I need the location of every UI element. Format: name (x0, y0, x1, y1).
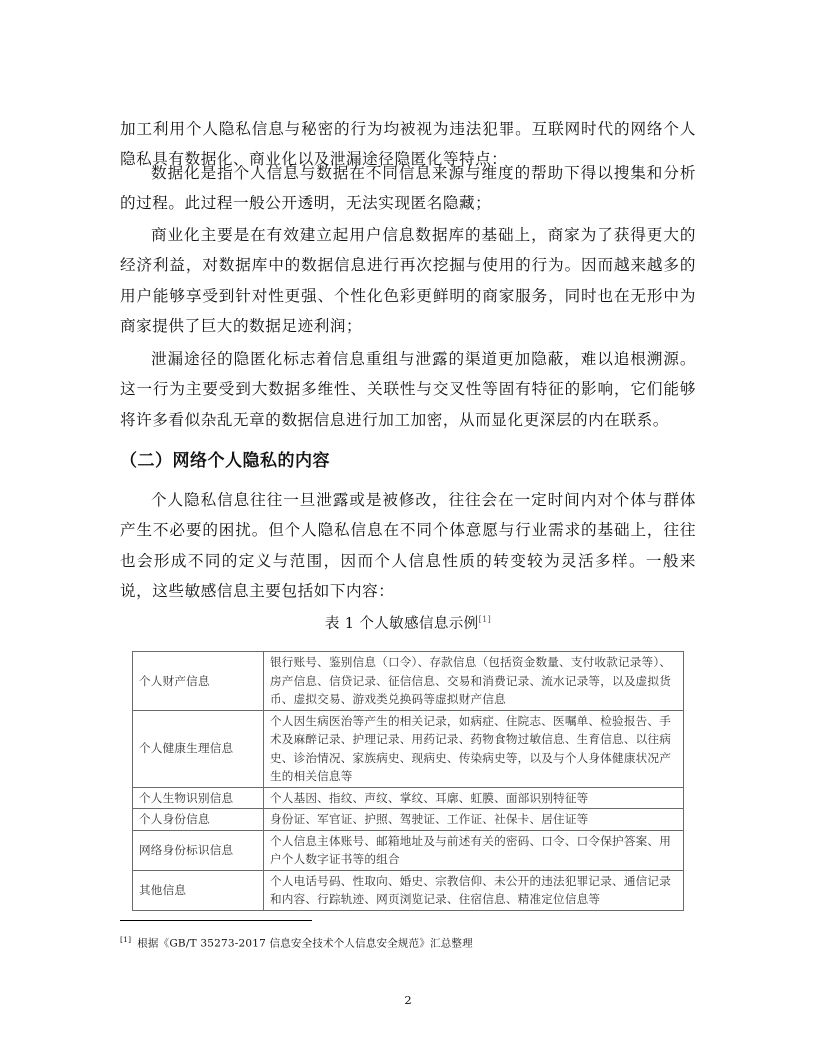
table-cell-category: 其他信息 (133, 870, 264, 910)
table-cell-category: 个人健康生理信息 (133, 710, 264, 787)
table-cell-category: 个人财产信息 (133, 652, 264, 711)
paragraph-concealment: 泄漏途径的隐匿化标志着信息重组与泄露的渠道更加隐蔽，难以追根溯源。这一行为主要受到大数据多维性、关联性与交叉性等固有特征的影响，它们能够将许多看似杂乱无章的数据信息进行加工加密，从而显化更深层的内在联系。 (120, 350, 696, 429)
footnote-text: 根据《GB/T 35273-2017 信息安全技术个人信息安全规范》汇总整理 (137, 937, 473, 950)
table-row (133, 830, 684, 870)
footnote-marker: [1] (120, 935, 132, 944)
table-cell-examples: 个人因生病医治等产生的相关记录，如病症、住院志、医嘱单、检验报告、手术及麻醉记录、护理记录、用药记录、药物食物过敏信息、生育信息、以往病史、诊治情况、家族病史、现病史、传染病史等，以及与个人身体健康状况产生的相关信息等 (264, 710, 684, 787)
paragraph-section-intro: 个人隐私信息往往一旦泄露或是被修改，往往会在一定时间内对个体与群体产生不必要的困扰。但个人隐私信息在不同个体意愿与行业需求的基础上，往往也会形成不同的定义与范围，因而个人信息性质的转变较为灵活多样。一般来说，这些敏感信息主要包括如下内容： (120, 491, 696, 600)
table-row (133, 809, 684, 831)
paragraph-datafication: 数据化是指个人信息与数据在不同信息来源与维度的帮助下得以搜集和分析的过程。此过程一般公开透明，无法实现匿名隐藏； (120, 164, 696, 213)
table-cell-category: 网络身份标识信息 (133, 830, 264, 870)
table-caption (0, 609, 816, 635)
table-row (133, 787, 684, 809)
table-row (133, 710, 684, 787)
table-cell-examples: 身份证、军官证、护照、驾驶证、工作证、社保卡、居住证等 (264, 809, 684, 831)
table-cell-examples: 个人电话号码、性取向、婚史、宗教信仰、未公开的违法犯罪记录、通信记录和内容、行踪轨迹、网页浏览记录、住宿信息、精准定位信息等 (264, 870, 684, 910)
paragraph-commercialization: 商业化主要是在有效建立起用户信息数据库的基础上，商家为了获得更大的经济利益，对数据库中的数据信息进行再次挖掘与使用的行为。因而越来越多的用户能够享受到针对性更强、个性化色彩更鲜明的商家服务，同时也在无形中为商家提供了巨大的数据足迹利润； (120, 226, 696, 335)
table-caption-text: 表 1 个人敏感信息示例 (324, 615, 479, 632)
table-row (133, 870, 684, 910)
table-caption-footnote-ref: [1] (478, 615, 492, 624)
footnote (120, 932, 473, 952)
paragraph-intro-continuation: 加工利用个人隐私信息与秘密的行为均被视为违法犯罪。互联网时代的网络个人隐私具有数据化、商业化以及泄漏途径隐匿化等特点： (120, 120, 696, 169)
table-cell-category: 个人生物识别信息 (133, 787, 264, 809)
sensitive-info-table (132, 651, 684, 911)
table-row (133, 652, 684, 711)
table-cell-examples: 个人基因、指纹、声纹、掌纹、耳廓、虹膜、面部识别特征等 (264, 787, 684, 809)
table-cell-category: 个人身份信息 (133, 809, 264, 831)
table-cell-examples: 个人信息主体账号、邮箱地址及与前述有关的密码、口令、口令保护答案、用户个人数字证书等的组合 (264, 830, 684, 870)
table-cell-examples: 银行账号、鉴别信息（口令）、存款信息（包括资金数量、支付收款记录等）、房产信息、信贷记录、征信信息、交易和消费记录、流水记录等，以及虚拟货币、虚拟交易、游戏类兑换码等虚拟财产信息 (264, 652, 684, 711)
section-heading: （二）网络个人隐私的内容 (120, 451, 330, 471)
footnote-separator (120, 920, 312, 921)
page-number: 2 (404, 993, 412, 1007)
